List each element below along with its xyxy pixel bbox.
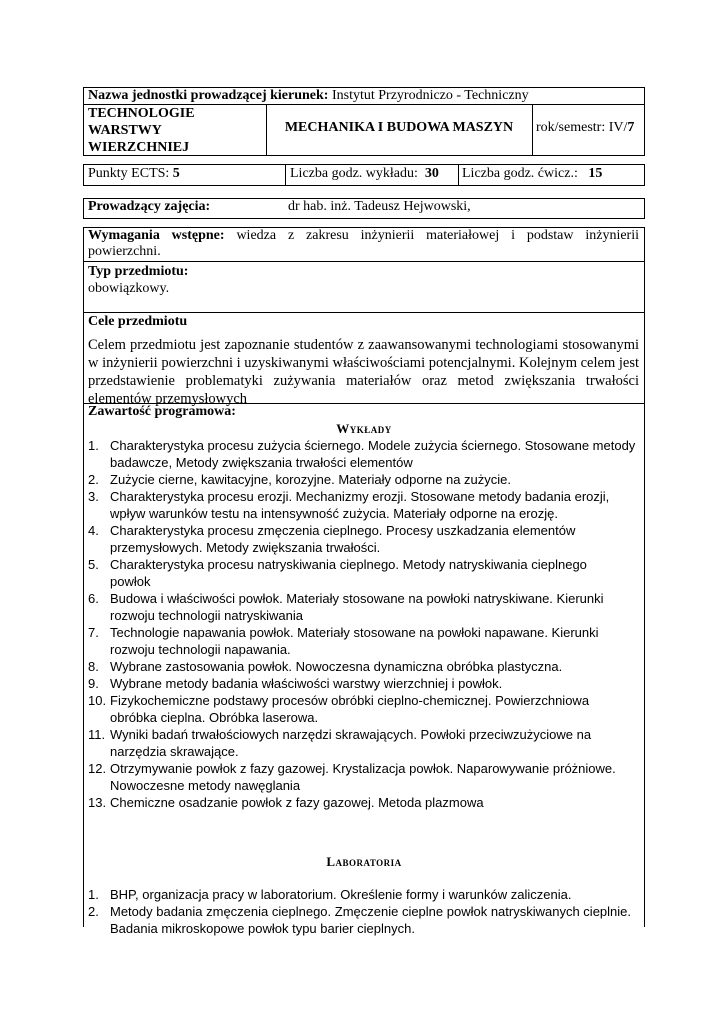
labs-list (84, 886, 644, 937)
subject-type-value: obowiązkowy. (88, 281, 170, 296)
list-number: 1. (88, 887, 99, 902)
unit-label: Nazwa jednostki prowadzącej kierunek: (88, 88, 329, 103)
prerequisites-label: Wymagania wstępne: (88, 228, 225, 243)
prerequisites (88, 228, 639, 260)
list-number: 6. (88, 591, 99, 606)
lecture-item (84, 437, 644, 471)
lab-item (84, 886, 644, 903)
goals (88, 313, 639, 408)
instructor-name: dr hab. inż. Tadeusz Hejwowski, (288, 199, 471, 214)
unit-value: Instytut Przyrodniczo - Techniczny (331, 88, 529, 103)
list-number: 7. (88, 625, 99, 640)
list-text-continued: przemysłowych. Metody zwiększania trwałości. (110, 540, 381, 555)
list-text: BHP, organizacja pracy w laboratorium. Określenie formy i warunków zaliczenia. (110, 887, 572, 902)
exercise-hours: Liczba godz. ćwicz.: 15 (462, 166, 603, 181)
program-content (84, 403, 644, 937)
subject-type-label: Typ przedmiotu: (88, 264, 189, 279)
lecture-item (84, 675, 644, 692)
list-text: Technologie napawania powłok. Materiały stosowane na powłoki napawane. Kierunki (110, 625, 599, 640)
list-text: Otrzymywanie powłok z fazy gazowej. Krystalizacja powłok. Naparowywanie próżniowe. (110, 761, 616, 776)
hours-divider-2 (458, 164, 459, 186)
list-text: Chemiczne osadzanie powłok z fazy gazowej. Metoda plazmowa (110, 795, 484, 810)
semester: rok/semestr: IV/7 (536, 120, 635, 135)
lecture-item (84, 658, 644, 675)
lectures-list (84, 437, 644, 811)
lecture-item (84, 692, 644, 726)
list-text: Wyniki badań trwałościowych narzędzi skrawających. Powłoki przeciwzużyciowe na (110, 727, 592, 742)
list-text: Budowa i właściwości powłok. Materiały stosowane na powłoki natryskiwane. Kierunki (110, 591, 604, 606)
list-text-continued: powłok (110, 574, 151, 589)
list-number: 9. (88, 676, 99, 691)
list-number: 3. (88, 489, 99, 504)
lecture-item (84, 522, 644, 556)
list-text-continued: obróbka cieplna. Obróbka laserowa. (110, 710, 319, 725)
header-col-divider-2 (532, 104, 533, 156)
goals-label: Cele przedmiotu (88, 314, 188, 329)
list-text-continued: Nowoczesne metody nawęglania (110, 778, 301, 793)
list-number: 10. (88, 693, 107, 708)
lecture-item (84, 488, 644, 522)
lectures-heading: Wykłady (336, 421, 392, 436)
content-label: Zawartość programowa: (88, 404, 236, 419)
course-title: TECHNOLOGIE WARSTWY WIERZCHNIEJ (88, 106, 195, 155)
lab-heading: Laboratoria (326, 854, 402, 869)
goals-text: Celem przedmiotu jest zapoznanie studentów z zaawansowanymi technologiami stosowanymi w inżynierii powierzchni i uzyskiwanymi właściwościami potencjalnymi. Kolejnym celem jest przedstawienie problematyki zużywania materiałów oraz metod zwiększania trwałości elementów przemysłowych (88, 337, 639, 407)
lecture-item (84, 760, 644, 794)
lecture-item (84, 794, 644, 811)
list-text-continued: rozwoju technologii natryskiwania (110, 608, 303, 623)
hours-divider-1 (285, 164, 286, 186)
lecture-hours: Liczba godz. wykładu: 30 (290, 166, 439, 181)
list-text: Charakterystyka procesu zmęczenia cieplnego. Procesy uszkadzania elementów (110, 523, 576, 538)
list-number: 11. (88, 727, 106, 742)
list-text: Wybrane metody badania właściwości warstwy wierzchniej i powłok. (110, 676, 503, 691)
instructor-label: Prowadzący zajęcia: (88, 199, 211, 214)
list-text: Zużycie cierne, kawitacyjne, korozyjne. Materiały odporne na zużycie. (110, 472, 512, 487)
list-text-continued: wpływ warunków testu na intensywność zużycia. Materiały odporne na erozję. (110, 506, 558, 521)
list-number: 1. (88, 438, 99, 453)
lab-item (84, 903, 644, 937)
lecture-item (84, 556, 644, 590)
list-number: 4. (88, 523, 99, 538)
unit-row (88, 88, 638, 104)
list-number: 8. (88, 659, 99, 674)
list-text: Fizykochemiczne podstawy procesów obróbki cieplno-chemicznej. Powierzchniowa (110, 693, 590, 708)
divider-prereq (83, 261, 645, 262)
lecture-item (84, 726, 644, 760)
list-text-continued: rozwoju technologii napawania. (110, 642, 291, 657)
header-col-divider-1 (266, 104, 267, 156)
lecture-item (84, 590, 644, 624)
list-text: Wybrane zastosowania powłok. Nowoczesna dynamiczna obróbka plastyczna. (110, 659, 563, 674)
list-number: 2. (88, 472, 99, 487)
program-name: MECHANIKA I BUDOWA MASZYN (284, 120, 514, 135)
list-number: 5. (88, 557, 99, 572)
list-text: Charakterystyka procesu erozji. Mechanizmy erozji. Stosowane metody badania erozji, (110, 489, 610, 504)
lecture-item (84, 624, 644, 658)
list-text: Charakterystyka procesu natryskiwania cieplnego. Metody natryskiwania cieplnego (110, 557, 587, 572)
ects: Punkty ECTS: 5 (88, 166, 180, 181)
list-number: 2. (88, 904, 99, 919)
list-text-continued: Badania mikroskopowe powłok typu barier cieplnych. (110, 921, 415, 936)
list-text-continued: narzędzia skrawające. (110, 744, 239, 759)
prerequisites-text: wiedza z zakresu inżynierii materiałowej i podstaw inżynierii powierzchni. (88, 228, 639, 259)
lecture-item (84, 471, 644, 488)
list-number: 12. (88, 761, 107, 776)
list-number: 13. (88, 795, 107, 810)
list-text-continued: badawcze, Metody zwiększania trwałości elementów (110, 455, 413, 470)
subject-type (88, 263, 639, 297)
list-text: Charakterystyka procesu zużycia ściernego. Modele zużycia ściernego. Stosowane metody (110, 438, 636, 453)
list-text: Metody badania zmęczenia cieplnego. Zmęczenie cieplne powłok natryskiwanych cieplnie. (110, 904, 632, 919)
